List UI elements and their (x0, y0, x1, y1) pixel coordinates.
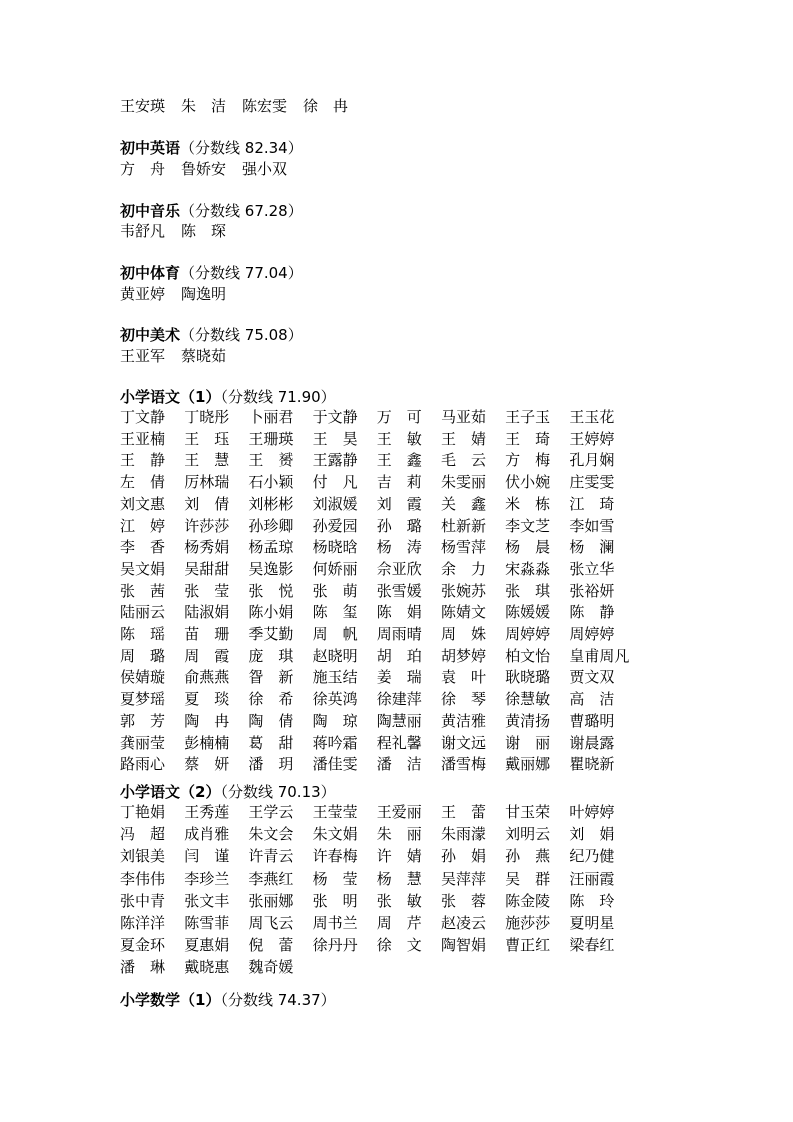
name-cell: 王爱丽 (376, 803, 422, 821)
name-cell: 闫 谨 (184, 847, 230, 866)
name-cell: 宋淼淼 (505, 559, 551, 578)
name-cell: 叶婷婷 (569, 803, 615, 821)
section-subject: 初中美术 (120, 326, 181, 344)
name-cell: 李 香 (120, 538, 166, 557)
name-cell: 赵凌云 (440, 914, 486, 932)
name-cell: 蒋吟霜 (312, 733, 358, 752)
name-cell: 蔡晓茹 (181, 347, 227, 365)
name-cell: 耿晓璐 (505, 668, 551, 687)
name-cell: 孙 娟 (440, 847, 486, 866)
name-cell: 朱文会 (248, 825, 294, 844)
name-cell: 周 姝 (440, 625, 486, 643)
name-cell: 许 婧 (376, 847, 422, 866)
name-cell: 孙爱园 (312, 516, 358, 535)
name-cell: 万 可 (376, 408, 422, 426)
name-cell: 左 倩 (120, 473, 166, 492)
name-cell: 江 琦 (569, 494, 615, 513)
names-row (120, 450, 634, 471)
name-cell: 朱雨濛 (440, 825, 486, 844)
name-cell: 孙 璐 (376, 516, 422, 535)
name-cell: 潘 玥 (248, 755, 294, 774)
names-row (120, 913, 634, 934)
name-cell: 强小双 (242, 160, 288, 178)
name-cell: 王 赟 (248, 451, 294, 470)
name-cell: 周书兰 (312, 914, 358, 932)
name-cell: 张 琪 (505, 581, 551, 600)
name-cell: 倪 蕾 (248, 936, 294, 955)
names-row (120, 516, 634, 537)
name-cell: 葛 甜 (248, 733, 294, 752)
name-cell: 孔月娴 (569, 451, 615, 470)
name-cell: 郭 芳 (120, 711, 166, 730)
name-cell: 张裕妍 (569, 581, 615, 600)
name-cell: 李文芝 (505, 516, 551, 535)
name-cell: 吉 莉 (376, 473, 422, 492)
names-row (120, 733, 634, 754)
name-cell: 徐 琴 (440, 690, 486, 709)
section-cutoff: （分数线 70.13） (220, 783, 336, 801)
name-cell: 张雪媛 (376, 581, 422, 600)
name-cell: 张 萌 (312, 581, 358, 600)
names-row (120, 537, 634, 558)
section-heading (120, 782, 336, 803)
name-cell: 姜 瑞 (376, 668, 422, 687)
name-cell: 李伟伟 (120, 869, 166, 888)
name-cell: 陈 琛 (181, 222, 227, 240)
name-cell: 李燕红 (248, 869, 294, 888)
name-cell: 周 帆 (312, 625, 358, 643)
name-cell: 付 凡 (312, 473, 358, 492)
names-row (120, 429, 634, 450)
section-cutoff: （分数线 71.90） (220, 388, 336, 406)
name-cell: 施玉结 (312, 668, 358, 687)
section-cutoff: （分数线 77.04） (180, 264, 303, 282)
names-row (120, 935, 634, 956)
name-cell: 王亚楠 (120, 429, 166, 448)
name-cell: 王莹莹 (312, 803, 358, 821)
name-cell: 梁春红 (569, 936, 615, 955)
name-cell: 陶 倩 (248, 711, 294, 730)
name-cell: 于文静 (312, 408, 358, 426)
name-cell: 周 璐 (120, 646, 166, 665)
name-cell: 陈媛媛 (505, 603, 551, 622)
name-cell: 张 明 (312, 891, 358, 910)
section-cutoff: （分数线 75.08） (180, 326, 303, 344)
name-cell: 夏惠娟 (184, 936, 230, 955)
name-cell: 谢文远 (440, 733, 486, 752)
name-cell: 陈 玺 (312, 603, 358, 622)
names-row (120, 957, 313, 978)
name-cell: 王亚军 (120, 347, 166, 365)
name-cell: 张文丰 (184, 891, 230, 910)
name-cell: 徐建萍 (376, 690, 422, 709)
names-row (120, 559, 634, 580)
name-cell: 黄洁雅 (440, 711, 486, 730)
name-cell: 谢 丽 (505, 733, 551, 752)
names-row (120, 869, 634, 890)
name-cell: 方 梅 (505, 451, 551, 470)
names-row (120, 689, 634, 710)
name-cell: 吴逸影 (248, 559, 294, 578)
name-cell: 关 鑫 (440, 494, 486, 513)
name-cell: 杨 涛 (376, 538, 422, 557)
name-cell: 刘 倩 (184, 494, 230, 513)
name-cell: 徐 希 (248, 690, 294, 709)
name-cell: 陈 瑶 (120, 625, 166, 643)
name-cell: 戴丽娜 (505, 755, 551, 774)
name-cell: 鲁娇安 (181, 160, 227, 178)
name-cell: 杜新新 (440, 516, 486, 535)
name-cell: 周雨晴 (376, 625, 422, 643)
name-cell: 许春梅 (312, 847, 358, 866)
name-cell: 刘文惠 (120, 494, 166, 513)
name-cell: 季艾勤 (248, 625, 294, 643)
section-subject: 小学数学（1） (120, 991, 221, 1009)
name-cell: 路雨心 (120, 755, 166, 774)
name-cell: 冯 超 (120, 825, 166, 844)
name-cell: 戴晓惠 (184, 958, 230, 977)
name-cell: 佘亚欣 (376, 559, 422, 578)
name-cell: 庞 琪 (248, 646, 294, 665)
name-cell: 周婷婷 (505, 625, 551, 643)
name-cell: 潘雪梅 (440, 755, 486, 774)
names-row (120, 96, 364, 117)
name-cell: 陶 冉 (184, 711, 230, 730)
name-cell: 王子玉 (505, 408, 551, 426)
name-cell: 王 慧 (184, 451, 230, 470)
name-cell: 王 婧 (440, 429, 486, 448)
name-cell: 潘 洁 (376, 755, 422, 774)
name-cell: 陈 静 (569, 603, 615, 622)
name-cell: 许青云 (248, 847, 294, 866)
section-cutoff: （分数线 74.37） (220, 991, 336, 1009)
names-row (120, 846, 634, 867)
section-heading (120, 325, 303, 346)
names-row (120, 667, 634, 688)
name-cell: 甘玉荣 (505, 803, 551, 821)
name-cell: 孙 燕 (505, 847, 551, 866)
name-cell: 陈小娟 (248, 603, 294, 622)
name-cell: 王玉花 (569, 408, 615, 426)
name-cell: 俞燕燕 (184, 668, 230, 687)
name-cell: 张婉苏 (440, 581, 486, 600)
name-cell: 陈宏雯 (242, 97, 288, 115)
names-row (120, 472, 634, 493)
section-heading (120, 138, 303, 159)
name-cell: 刘 娟 (569, 825, 615, 844)
name-cell: 张 茜 (120, 581, 166, 600)
name-cell: 王学云 (248, 803, 294, 821)
name-cell: 皇甫周凡 (569, 646, 630, 665)
names-row (120, 159, 303, 180)
names-row (120, 754, 634, 775)
name-cell: 徐英鸿 (312, 690, 358, 709)
section-heading (120, 263, 303, 284)
name-cell: 刘彬彬 (248, 494, 294, 513)
names-row (120, 891, 634, 912)
name-cell: 陆淑娟 (184, 603, 230, 622)
names-row (120, 494, 634, 515)
name-cell: 何娇丽 (312, 559, 358, 578)
name-cell: 张 莹 (184, 581, 230, 600)
name-cell: 王 敏 (376, 429, 422, 448)
name-cell: 徐 冉 (303, 97, 349, 115)
name-cell: 杨 莹 (312, 869, 358, 888)
name-cell: 杨晓晗 (312, 538, 358, 557)
names-row (120, 284, 242, 305)
name-cell: 杨孟琼 (248, 538, 294, 557)
name-cell: 张丽娜 (248, 891, 294, 910)
name-cell: 黄清扬 (505, 711, 551, 730)
name-cell: 王 蕾 (440, 803, 486, 821)
name-cell: 王秀莲 (184, 803, 230, 821)
name-cell: 曹璐明 (569, 711, 615, 730)
name-cell: 袁 叶 (440, 668, 486, 687)
name-cell: 刘 霞 (376, 494, 422, 513)
name-cell: 朱雯丽 (440, 473, 486, 492)
name-cell: 潘佳雯 (312, 755, 358, 774)
name-cell: 江 婷 (120, 516, 166, 535)
name-cell: 石小颖 (248, 473, 294, 492)
name-cell: 杨 晨 (505, 538, 551, 557)
name-cell: 王珊瑛 (248, 429, 294, 448)
name-cell: 周飞云 (248, 914, 294, 932)
names-row (120, 624, 634, 645)
name-cell: 毛 云 (440, 451, 486, 470)
name-cell: 夏明星 (569, 914, 615, 932)
name-cell: 曹正红 (505, 936, 551, 955)
names-row (120, 824, 634, 845)
name-cell: 许莎莎 (184, 516, 230, 535)
section-heading (120, 387, 336, 408)
section-cutoff: （分数线 82.34） (180, 139, 303, 157)
name-cell: 张 悦 (248, 581, 294, 600)
name-cell: 张 敏 (376, 891, 422, 910)
name-cell: 蔡 妍 (184, 755, 230, 774)
name-cell: 徐 文 (376, 936, 422, 955)
name-cell: 夏梦瑶 (120, 690, 166, 709)
name-cell: 王婷婷 (569, 429, 615, 448)
name-cell: 彭楠楠 (184, 733, 230, 752)
name-cell: 周 芹 (376, 914, 422, 932)
name-cell: 徐慧敏 (505, 690, 551, 709)
name-cell: 朱 洁 (181, 97, 227, 115)
names-row (120, 646, 634, 667)
section-subject: 初中英语 (120, 139, 181, 157)
name-cell: 朱文娟 (312, 825, 358, 844)
name-cell: 伏小婉 (505, 473, 551, 492)
name-cell: 魏奇媛 (248, 958, 294, 977)
name-cell: 杨 慧 (376, 869, 422, 888)
section-heading (120, 990, 336, 1011)
name-cell: 陈雪菲 (184, 914, 230, 932)
name-cell: 张中青 (120, 891, 166, 910)
section-subject: 小学语文（1） (120, 388, 221, 406)
name-cell: 纪乃健 (569, 847, 615, 866)
name-cell: 刘银美 (120, 847, 166, 866)
name-cell: 王 琦 (505, 429, 551, 448)
name-cell: 王露静 (312, 451, 358, 470)
name-cell: 成肖雅 (184, 825, 230, 844)
name-cell: 胡梦婷 (440, 646, 486, 665)
name-cell: 杨秀娟 (184, 538, 230, 557)
section-subject: 小学语文（2） (120, 783, 221, 801)
section-cutoff: （分数线 67.28） (180, 202, 303, 220)
name-cell: 张 蓉 (440, 891, 486, 910)
name-cell: 王 昊 (312, 429, 358, 448)
section-heading (120, 201, 303, 222)
name-cell: 吴文娟 (120, 559, 166, 578)
name-cell: 赵晓明 (312, 646, 358, 665)
names-row (120, 602, 634, 623)
name-cell: 陶智娟 (440, 936, 486, 955)
name-cell: 周婷婷 (569, 625, 615, 643)
name-cell: 张立华 (569, 559, 615, 578)
name-cell: 瞿晓新 (569, 755, 615, 774)
name-cell: 柏文怡 (505, 646, 551, 665)
name-cell: 胡 珀 (376, 646, 422, 665)
names-row (120, 711, 634, 732)
name-cell: 陈洋洋 (120, 914, 166, 932)
name-cell: 陈婧文 (440, 603, 486, 622)
name-cell: 夏金环 (120, 936, 166, 955)
name-cell: 徐丹丹 (312, 936, 358, 955)
name-cell: 方 舟 (120, 160, 166, 178)
name-cell: 韦舒凡 (120, 222, 166, 240)
names-row (120, 221, 242, 242)
name-cell: 吴甜甜 (184, 559, 230, 578)
name-cell: 贾文双 (569, 668, 615, 687)
name-cell: 陈 玲 (569, 891, 615, 910)
name-cell: 王安瑛 (120, 97, 166, 115)
name-cell: 李珍兰 (184, 869, 230, 888)
name-cell: 马亚茹 (440, 408, 486, 426)
name-cell: 杨 澜 (569, 538, 615, 557)
name-cell: 陶逸明 (181, 285, 227, 303)
name-cell: 龚丽莹 (120, 733, 166, 752)
name-cell: 王 鑫 (376, 451, 422, 470)
name-cell: 庄雯雯 (569, 473, 615, 492)
name-cell: 刘淑媛 (312, 494, 358, 513)
name-cell: 孙珍卿 (248, 516, 294, 535)
name-cell: 谢晨露 (569, 733, 615, 752)
name-cell: 丁艳娟 (120, 803, 166, 821)
name-cell: 高 洁 (569, 690, 615, 709)
name-cell: 卜丽君 (248, 408, 294, 426)
name-cell: 施莎莎 (505, 914, 551, 932)
name-cell: 余 力 (440, 559, 486, 578)
names-row (120, 581, 634, 602)
name-cell: 夏 琰 (184, 690, 230, 709)
name-cell: 苗 珊 (184, 625, 230, 643)
name-cell: 眢 新 (248, 668, 294, 687)
name-cell: 陶慧丽 (376, 711, 422, 730)
name-cell: 米 栋 (505, 494, 551, 513)
names-row (120, 407, 634, 428)
name-cell: 王 静 (120, 451, 166, 470)
name-cell: 周 霞 (184, 646, 230, 665)
name-cell: 杨雪萍 (440, 538, 486, 557)
name-cell: 丁文静 (120, 408, 166, 426)
name-cell: 陶 琼 (312, 711, 358, 730)
names-row (120, 346, 242, 367)
name-cell: 潘 琳 (120, 958, 166, 977)
name-cell: 陆丽云 (120, 603, 166, 622)
section-subject: 初中体育 (120, 264, 181, 282)
name-cell: 吴 群 (505, 869, 551, 888)
name-cell: 丁晓彤 (184, 408, 230, 426)
name-cell: 陈金陵 (505, 891, 551, 910)
name-cell: 刘明云 (505, 825, 551, 844)
name-cell: 吴萍萍 (440, 869, 486, 888)
name-cell: 陈 娟 (376, 603, 422, 622)
name-cell: 汪丽霞 (569, 869, 615, 888)
section-subject: 初中音乐 (120, 202, 181, 220)
names-row (120, 802, 634, 823)
name-cell: 黄亚婷 (120, 285, 166, 303)
name-cell: 朱 丽 (376, 825, 422, 844)
name-cell: 侯婧璇 (120, 668, 166, 687)
name-cell: 李如雪 (569, 516, 615, 535)
name-cell: 王 珏 (184, 429, 230, 448)
name-cell: 程礼馨 (376, 733, 422, 752)
name-cell: 厉林瑞 (184, 473, 230, 492)
